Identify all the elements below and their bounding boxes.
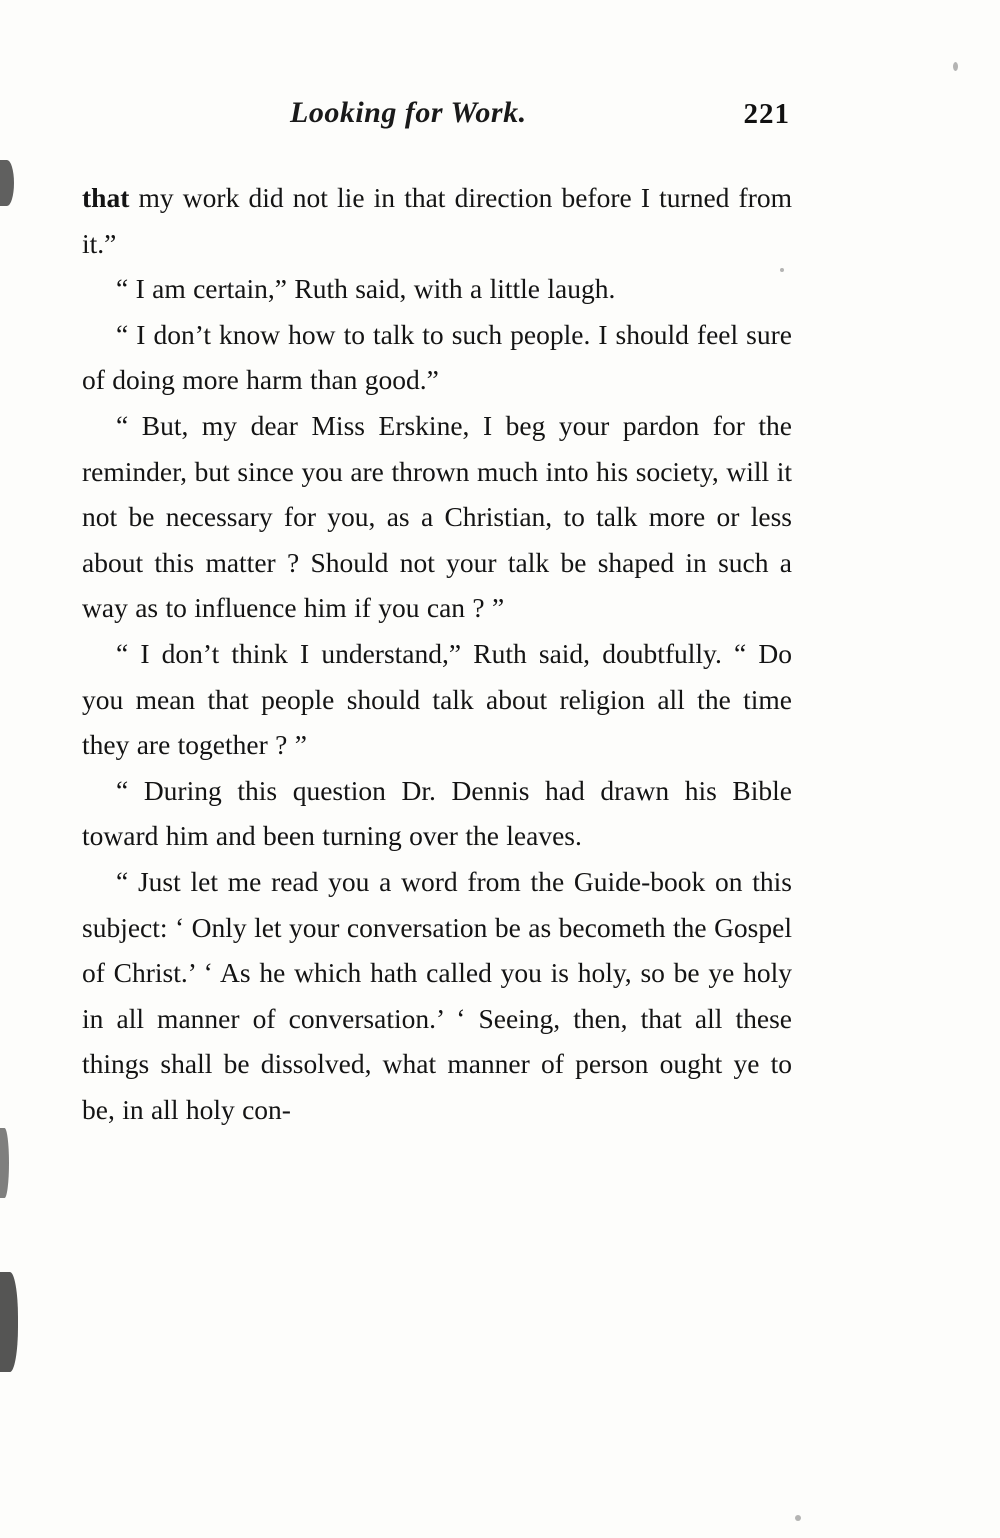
running-head xyxy=(80,96,920,140)
paragraph: “ I don’t think I understand,” Ruth said, doubtfully. “ Do you mean that people should talk about religion all the time they are together ? ” xyxy=(82,637,792,761)
scan-artifact-mid-left xyxy=(0,1128,9,1198)
paragraph: “ I don’t know how to talk to such people. I should feel sure of doing more harm than good.” xyxy=(82,318,792,396)
paragraph xyxy=(82,175,792,266)
paragraph: “ During this question Dr. Dennis had drawn his Bible toward him and been turning over the leaves. xyxy=(82,774,792,852)
page-number: 221 xyxy=(743,98,790,130)
running-head-title: Looking for Work. xyxy=(290,96,527,129)
scan-speck xyxy=(795,1515,801,1521)
paragraph: “ Just let me read you a word from the Guide-book on this subject: ‘ Only let your conversation be as becometh the Gospel of Christ.’ ‘ As he which hath called you is holy, so be ye holy in all manner of conversation.’ ‘ Seeing, then, that all these things shall be dissolved, what manner of person ought ye to be, in all holy con- xyxy=(82,865,792,1125)
scan-artifact-lower-left xyxy=(0,1272,18,1372)
body-text xyxy=(82,175,792,1132)
paragraph-text: my work did not lie in that direction before I turned from it.” xyxy=(82,182,792,259)
scan-artifact-top-left xyxy=(0,160,14,206)
paragraph-catchword: that xyxy=(82,182,130,213)
paragraph: “ I am certain,” Ruth said, with a little laugh. xyxy=(116,273,616,305)
scan-speck xyxy=(953,62,958,71)
paragraph: “ But, my dear Miss Erskine, I beg your pardon for the reminder, but since you are thrown much into his society, will it not be necessary for you, as a Christian, to talk more or less about this matter ? Should not your talk be shaped in such a way as to influence him if you can ? ” xyxy=(82,409,792,624)
